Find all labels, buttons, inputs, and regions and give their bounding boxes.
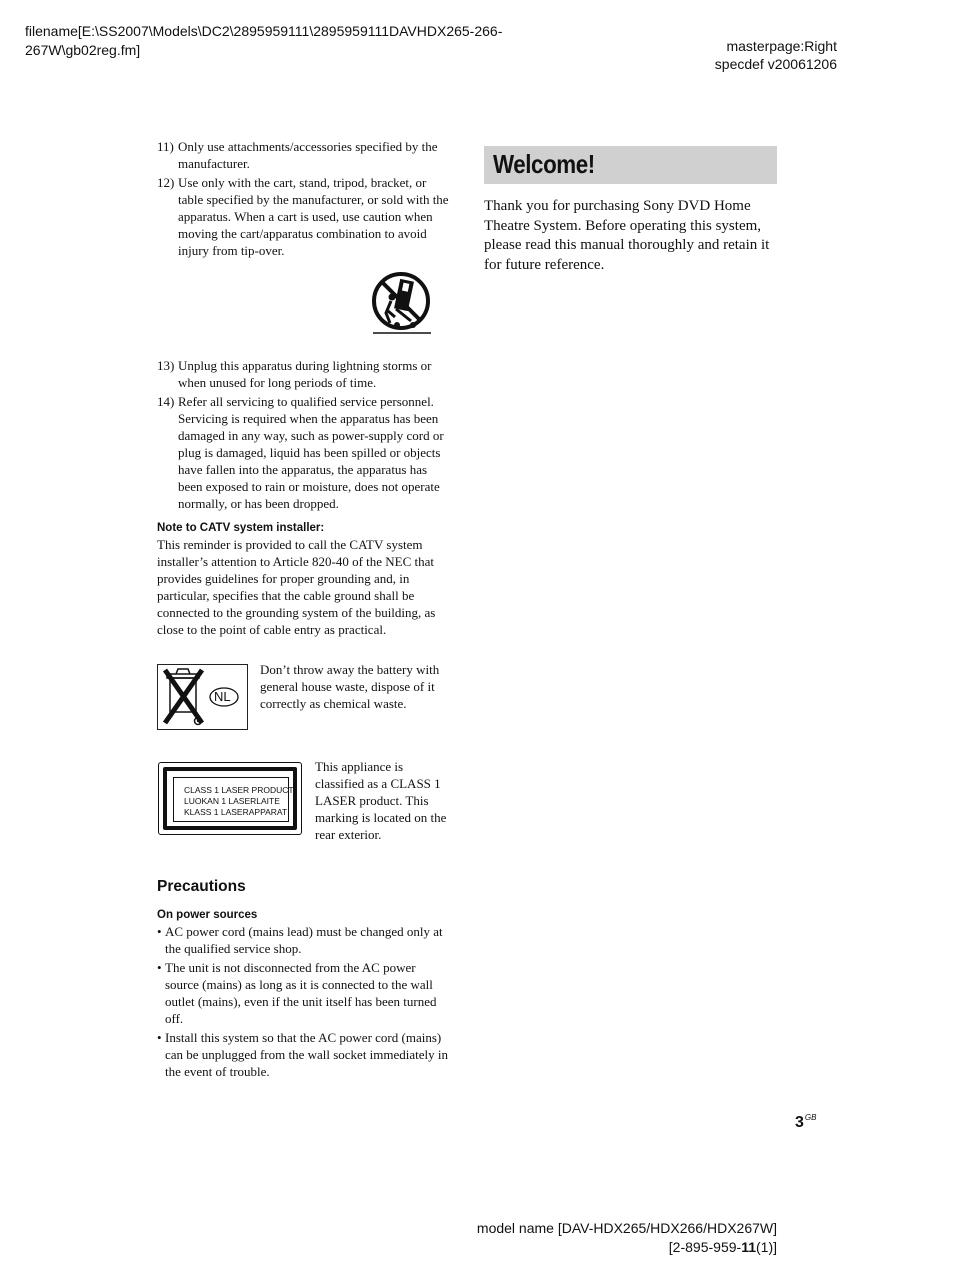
- footer-model: model name [DAV-HDX265/HDX266/HDX267W]: [476, 1220, 777, 1236]
- footer-code-prefix: [2-895-959-: [668, 1239, 742, 1255]
- welcome-text: Thank you for purchasing Sony DVD Home Theatre System. Before operating this system, please read this manual thoroughly and retain it for future reference.: [484, 198, 770, 273]
- item-text: Use only with the cart, stand, tripod, bracket, or table specified by the manufacturer, or sold with the apparatus. When a cart is used, use caution when moving the cart/apparatus combination to avoid injury from tip-over.: [178, 175, 449, 258]
- welcome-banner: [484, 146, 777, 184]
- precautions-heading: Precautions: [157, 878, 246, 895]
- page-number-value: 3: [795, 1114, 804, 1131]
- catv-heading: Note to CATV system installer:: [157, 522, 325, 534]
- cart-warning-icon: [371, 271, 433, 337]
- laser-notice: [157, 760, 449, 850]
- laser-line: CLASS 1 LASER PRODUCT: [184, 785, 294, 795]
- item-number: 11): [157, 139, 174, 154]
- list-item: [157, 138, 449, 172]
- bullet-item: • AC power cord (mains lead) must be changed only at the qualified service shop.: [157, 923, 449, 957]
- page-number: [795, 1114, 816, 1132]
- header-right: [715, 37, 837, 73]
- laser-line: LUOKAN 1 LASERLAITE: [184, 796, 280, 806]
- item-text: Unplug this apparatus during lightning storms or when unused for long periods of time.: [178, 358, 432, 390]
- item-number: 12): [157, 175, 175, 190]
- battery-label: NL: [214, 689, 231, 704]
- item-text: Refer all servicing to qualified service personnel. Servicing is required when the apparatus has been damaged in any way, such as power-supply cord or plug is damaged, liquid has been spilled or objects have fallen into the apparatus, the apparatus has been exposed to rain or moisture, does not operate normally, or has been dropped.: [178, 394, 444, 511]
- left-column: [157, 138, 449, 1082]
- cart-warning-figure: [157, 271, 449, 343]
- list-item: [157, 357, 449, 391]
- bullet-item: • Install this system so that the AC power cord (mains) can be unplugged from the wall socket immediately in the event of trouble.: [157, 1029, 449, 1080]
- item-number: 13): [157, 358, 175, 373]
- catv-text: This reminder is provided to call the CATV system installer’s attention to Article 820-40 of the NEC that provides guidelines for proper grounding and, in particular, specifies that the cable ground shall be connected to the grounding system of the building, as close to the point of cable entry as practical.: [157, 537, 436, 637]
- header-filename: filename[E:\SS2007\Models\DC2\2895959111\2895959111DAVHDX265-266-267W\gb02reg.fm]: [25, 23, 503, 58]
- bullet-item: • The unit is not disconnected from the AC power source (mains) as long as it is connected to the wall outlet (mains), even if the unit itself has been turned off.: [157, 959, 449, 1027]
- header-masterpage: masterpage:Right: [726, 38, 837, 54]
- header-specdef: specdef v20061206: [714, 56, 837, 72]
- footer-code: [477, 1238, 777, 1257]
- footer: [477, 1219, 777, 1257]
- item-number: 14): [157, 394, 175, 409]
- power-sources-heading: On power sources: [157, 909, 258, 921]
- page-number-suffix: GB: [804, 1113, 817, 1122]
- laser-label-frame: [163, 767, 297, 830]
- laser-label: [158, 762, 302, 835]
- laser-label-inner: [173, 777, 294, 822]
- laser-text: This appliance is classified as a CLASS 1 LASER product. This marking is located on the rear exterior.: [315, 759, 447, 842]
- battery-notice: [157, 664, 449, 730]
- crossed-bin-icon: [158, 665, 247, 729]
- battery-symbol: [157, 664, 248, 730]
- footer-code-bold: 11: [741, 1239, 756, 1255]
- list-item: [157, 174, 449, 259]
- battery-text: Don’t throw away the battery with general house waste, dispose of it correctly as chemical waste.: [260, 662, 440, 711]
- item-text: Only use attachments/accessories specified by the manufacturer.: [178, 139, 438, 171]
- footer-code-suffix: (1)]: [756, 1239, 777, 1255]
- list-item: [157, 393, 449, 512]
- welcome-title: Welcome!: [493, 149, 595, 179]
- laser-line: KLASS 1 LASERAPPARAT: [184, 807, 288, 817]
- right-column: [484, 146, 777, 290]
